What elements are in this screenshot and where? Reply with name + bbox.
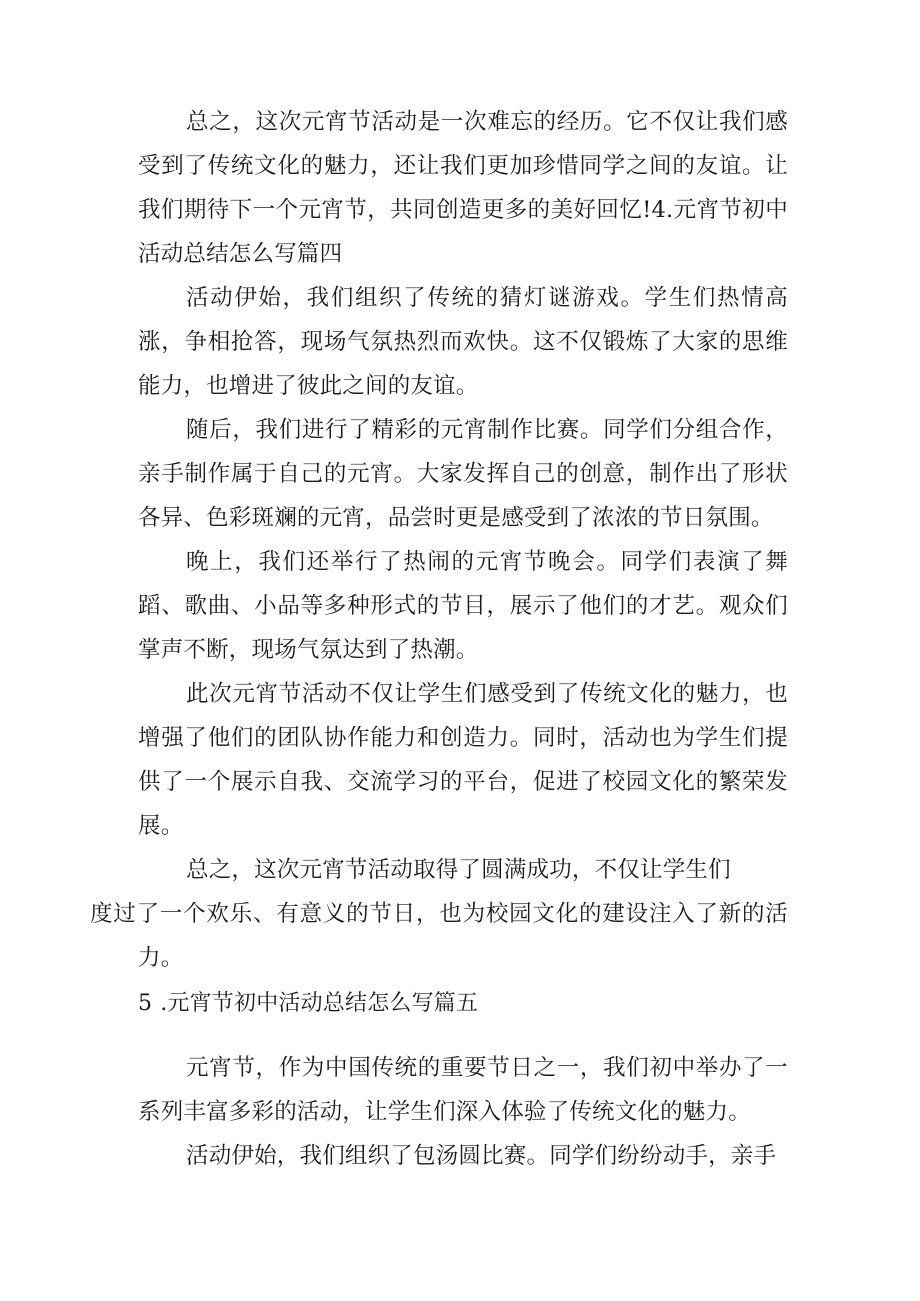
final-conclusion-line1: 总之，这次元宵节活动取得了圆满成功，不仅让学生们 [186,857,731,883]
paragraph-conclusion-4: 总之，这次元宵节活动是一次难忘的经历。它不仅让我们感受到了传统文化的魅力，还让我们更加珍惜同学之间的友谊。让我们期待下一个元宵节，共同创造更多的美好回忆!4.元宵节初中活动总结怎么写篇四 [138,109,788,267]
section-heading-number: 5 [138,991,153,1016]
section-heading-text: .元宵节初中活动总结怎么写篇五 [160,991,479,1016]
paragraph-yuanxiao-making: 随后，我们进行了精彩的元宵制作比赛。同学们分组合作，亲手制作属于自己的元宵。大家发挥自己的创意，制作出了形状各异、色彩斑斓的元宵，品尝时更是感受到了浓浓的节日氛围。 [138,417,788,531]
paragraph-section5-intro: 元宵节，作为中国传统的重要节日之一，我们初中举办了一系列丰富多彩的活动，让学生们深入体验了传统文化的魅力。 [138,1055,788,1125]
paragraph-activity-impact: 此次元宵节活动不仅让学生们感受到了传统文化的魅力，也增强了他们的团队协作能力和创造力。同时，活动也为学生们提供了一个展示自我、交流学习的平台，促进了校园文化的繁荣发展。 [138,681,788,839]
paragraph-evening-gala: 晚上，我们还举行了热闹的元宵节晚会。同学们表演了舞蹈、歌曲、小品等多种形式的节目，展示了他们的才艺。观众们掌声不断，现场气氛达到了热潮。 [138,549,788,663]
final-conclusion-rest: 度过了一个欢乐、有意义的节日，也为校园文化的建设注入了新的活力。 [90,901,788,971]
paragraph-final-conclusion [90,848,788,980]
paragraph-section5-tangyuan: 活动伊始，我们组织了包汤圆比赛。同学们纷纷动手，亲手 [186,1143,777,1169]
paragraph-lantern-riddles: 活动伊始，我们组织了传统的猜灯谜游戏。学生们热情高涨，争相抢答，现场气氛热烈而欢快。这不仅锻炼了大家的思维能力，也增进了彼此之间的友谊。 [138,285,788,399]
document-page [90,100,788,1178]
section-heading-5 [138,980,788,1046]
